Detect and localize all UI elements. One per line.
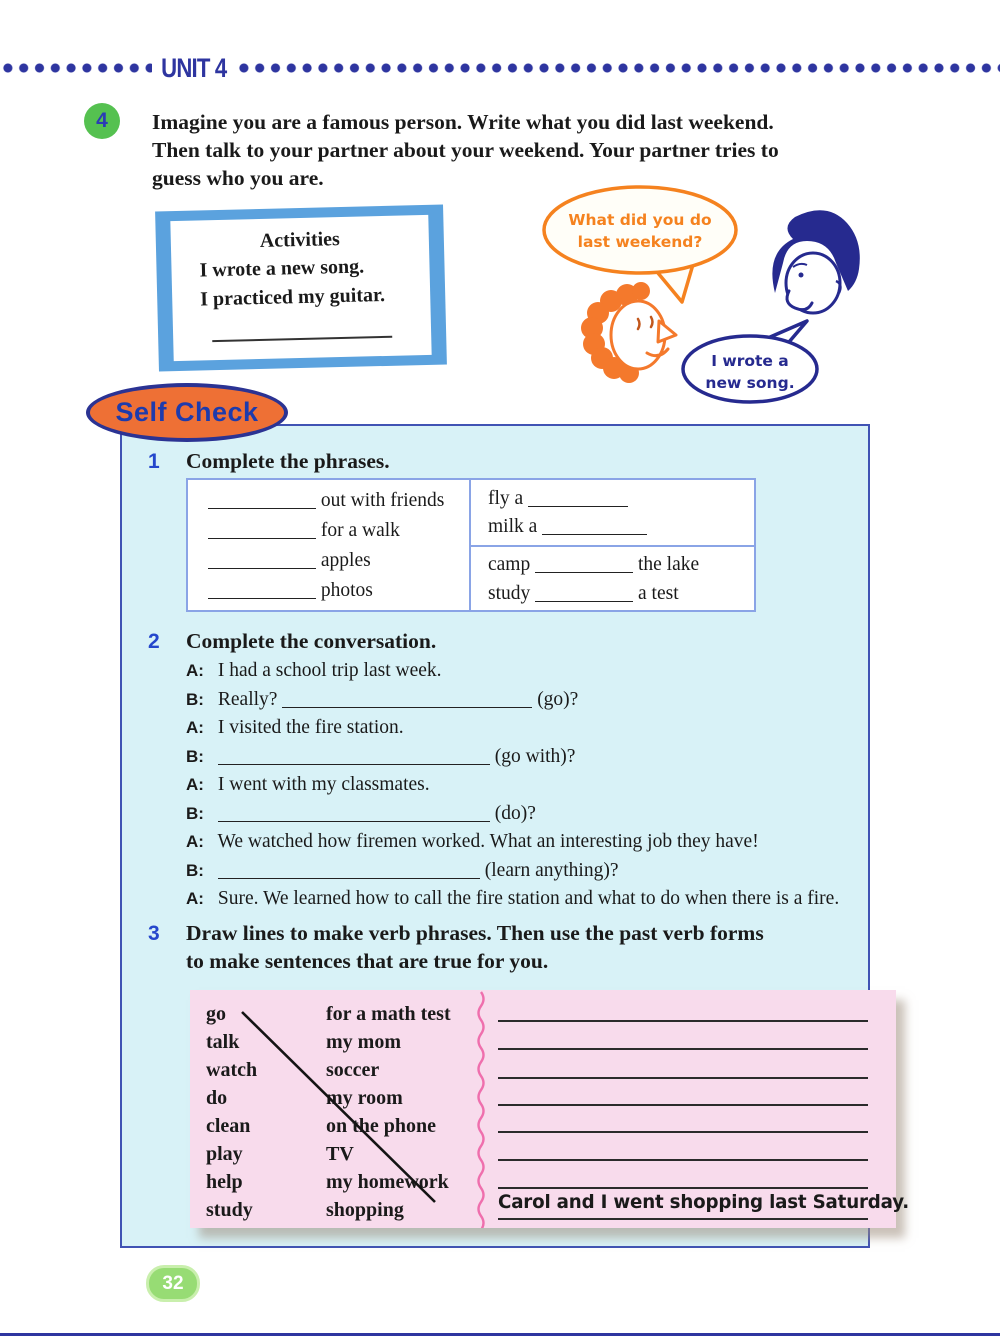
writing-line	[498, 1104, 868, 1106]
table-horizontal-divider	[471, 545, 754, 547]
phrase-row	[208, 490, 444, 512]
phrase-item: soccer	[326, 1059, 380, 1081]
verb-item: watch	[206, 1059, 258, 1081]
verb-item: play	[206, 1143, 243, 1165]
writing-line	[498, 1048, 868, 1050]
unit-label: UNIT 4	[161, 52, 227, 83]
phrase-item: for a math test	[326, 1003, 451, 1025]
blue-student-icon	[772, 210, 859, 313]
verb-item: do	[206, 1087, 228, 1109]
phrase-text: out with friends	[320, 490, 445, 511]
phrase-blank	[208, 523, 316, 539]
verb-item: clean	[206, 1115, 251, 1137]
phrase-row	[488, 554, 699, 576]
example-sentence: Carol and I went shopping last Saturday.	[498, 1191, 909, 1213]
phrase-text: camp	[488, 554, 531, 575]
phrase-text: photos	[320, 580, 373, 601]
conversation-row	[186, 803, 876, 832]
phrase-item: my homework	[326, 1171, 449, 1193]
phrase-text: for a walk	[320, 520, 400, 541]
conversation-text: (learn anything)?	[484, 859, 619, 881]
writing-line	[498, 1159, 868, 1161]
conversation-row	[186, 689, 876, 718]
section-3-title-line: to make sentences that are true for you.	[186, 949, 549, 973]
phrase-row	[208, 520, 400, 542]
verb-item: help	[206, 1171, 243, 1193]
verb-item: talk	[206, 1031, 240, 1053]
phrase-item: my room	[326, 1087, 403, 1109]
conversation-text: (go with)?	[494, 745, 576, 767]
conversation-text: We watched how firemen worked. What an interesting job they have!	[217, 831, 759, 852]
self-check-badge	[86, 383, 288, 442]
phrase-item: TV	[326, 1143, 354, 1165]
activities-blank-line	[212, 312, 393, 342]
conversation-blank	[218, 863, 480, 879]
conversation-text: I went with my classmates.	[217, 774, 430, 795]
conversation-text: (go)?	[537, 688, 579, 710]
phrase-item: shopping	[326, 1199, 404, 1221]
instruction-line: Imagine you are a famous person. Write what you did last weekend.	[152, 110, 774, 134]
activity-entry: I practiced my guitar.	[199, 283, 386, 311]
question-text-line: What did you do	[568, 211, 712, 229]
phrase-text: the lake	[637, 554, 700, 575]
self-check-label: Self Check	[115, 397, 259, 427]
conversation-row	[186, 831, 876, 860]
exercise-number-badge	[84, 103, 120, 139]
dotted-rule-left	[0, 62, 152, 74]
section-2-number: 2	[148, 630, 160, 653]
question-text-line: last weekend?	[577, 233, 703, 251]
phrase-text: study	[488, 583, 531, 604]
conversation-text: (do)?	[494, 802, 536, 824]
conversation-text: Sure. We learned how to call the fire station and what to do when there is a fire.	[217, 888, 840, 909]
answer-bubble	[683, 321, 817, 402]
verb-item: study	[206, 1199, 253, 1221]
conversation-row	[186, 660, 876, 689]
dotted-rule-right	[236, 62, 1000, 74]
phrase-item: my mom	[326, 1031, 401, 1053]
phrase-blank	[208, 553, 316, 569]
conversation-text: Really?	[217, 688, 278, 710]
conversation-row	[186, 888, 876, 917]
speaker-label: B:	[186, 803, 204, 823]
phrase-text: fly a	[488, 488, 524, 509]
phrase-blank	[542, 519, 647, 535]
phrase-blank	[208, 493, 316, 509]
phrase-row	[488, 583, 679, 605]
phrase-blank	[208, 583, 316, 599]
speaker-label: A:	[186, 661, 204, 680]
speaker-label: A:	[186, 832, 204, 851]
writing-line	[498, 1131, 868, 1133]
section-3-number: 3	[148, 922, 160, 945]
writing-line	[498, 1077, 868, 1079]
phrases-table	[186, 478, 756, 612]
exercise-instructions	[152, 108, 882, 192]
section-1-number: 1	[148, 450, 160, 473]
writing-line	[498, 1020, 868, 1022]
conversation	[186, 660, 876, 917]
activities-title: Activities	[259, 228, 341, 252]
writing-line	[498, 1187, 868, 1189]
conversation-row	[186, 717, 876, 746]
section-3-title	[186, 919, 764, 975]
phrase-item: on the phone	[326, 1115, 437, 1137]
speaker-label: A:	[186, 889, 204, 908]
phrase-row	[488, 516, 647, 538]
example-match-line	[242, 1012, 435, 1202]
conversation-blank	[218, 806, 490, 822]
phrase-row	[208, 550, 371, 572]
instruction-line: Then talk to your partner about your weekend. Your partner tries to	[152, 138, 779, 162]
answer-text-line: I wrote a	[711, 352, 789, 370]
page-number: 32	[162, 1272, 184, 1294]
conversation-text: I had a school trip last week.	[217, 660, 442, 681]
answer-text-line: new song.	[705, 374, 795, 392]
phrase-blank	[535, 586, 633, 602]
speaker-label: B:	[186, 689, 204, 709]
speaker-label: B:	[186, 860, 204, 880]
speaker-label: B:	[186, 746, 204, 766]
phrase-row	[488, 488, 628, 510]
activities-box	[155, 205, 447, 372]
section-1-title: Complete the phrases.	[186, 449, 390, 473]
conversation-row	[186, 860, 876, 889]
speaker-label: A:	[186, 775, 204, 794]
instruction-line: guess who you are.	[152, 166, 324, 190]
conversation-blank	[282, 692, 532, 708]
section-2-title: Complete the conversation.	[186, 629, 437, 653]
conversation-blank	[218, 749, 490, 765]
verb-item: go	[206, 1003, 226, 1025]
phrase-text: milk a	[488, 516, 538, 537]
conversation-row	[186, 774, 876, 803]
activities-box-inner	[170, 215, 431, 361]
page-number-badge	[146, 1265, 200, 1302]
exercise-number: 4	[96, 109, 108, 132]
activity-entry: I wrote a new song.	[199, 255, 365, 282]
orange-student-icon	[581, 282, 676, 383]
conversation-text: I visited the fire station.	[217, 717, 404, 738]
matching-box	[190, 990, 909, 1228]
phrase-text: a test	[638, 583, 679, 604]
example-underline	[498, 1218, 868, 1220]
speaker-label: A:	[186, 718, 204, 737]
dialogue-illustration	[535, 183, 875, 415]
phrase-blank	[528, 491, 628, 507]
phrase-text: apples	[320, 550, 371, 571]
phrase-row	[208, 580, 373, 602]
unit-header	[0, 52, 1000, 83]
conversation-row	[186, 746, 876, 775]
phrase-blank	[535, 557, 633, 573]
section-3-title-line: Draw lines to make verb phrases. Then use the past verb forms	[186, 921, 764, 945]
wavy-divider	[479, 992, 484, 1228]
